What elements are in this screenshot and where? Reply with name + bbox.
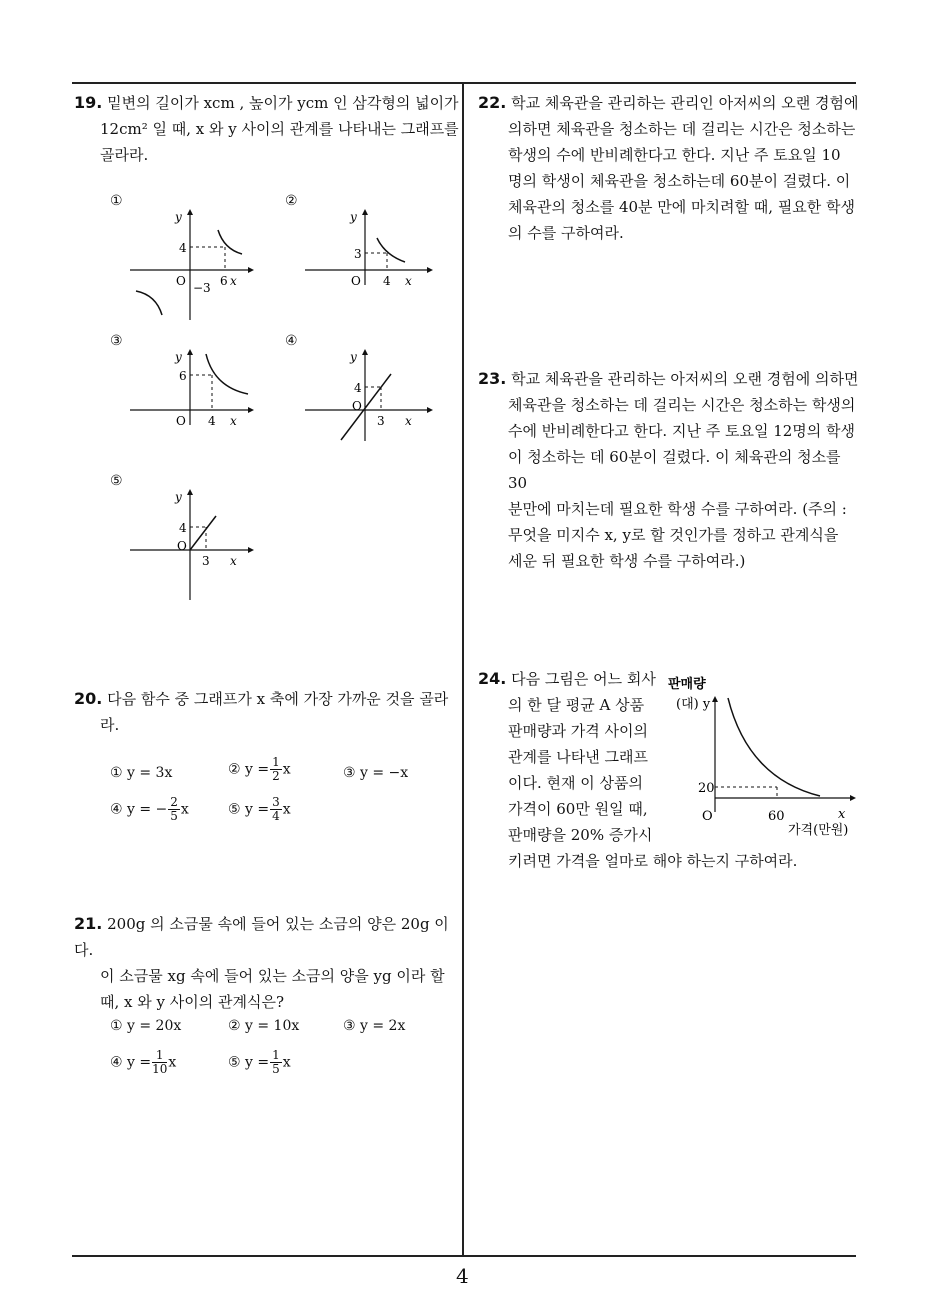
y-tick-label: 20: [698, 781, 715, 796]
question-21: [74, 911, 462, 1015]
question-text-line: 학교 체육관을 관리하는 아저씨의 오랜 경험에 의하면: [511, 370, 859, 388]
option-3-marker: ③: [110, 333, 123, 349]
question-number: 23.: [478, 369, 507, 388]
fraction: $\frac{2}{5}$: [170, 795, 178, 823]
option-5-marker: ⑤: [110, 473, 123, 489]
fraction: $\frac{3}{4}$: [272, 795, 280, 823]
question-text-line: 관계를 나타낸 그래프: [508, 748, 648, 766]
question-text-line: 이 청소하는 데 60분이 걸렸다. 이 체육관의 청소를 30: [508, 448, 841, 492]
question-number: 24.: [478, 669, 507, 688]
option-2: ② y = $\frac{1}{2}$ x: [228, 755, 291, 783]
question-text-line: 무엇을 미지수 x, y로 할 것인가를 정하고 관계식을: [508, 526, 839, 544]
option-1-marker: ①: [110, 193, 123, 209]
question-text-line: 200g 의 소금물 속에 들어 있는 소금의 양은 20g 이다.: [74, 915, 449, 959]
question-text-line: 의 한 달 평균 A 상품: [508, 696, 645, 714]
x-axis-label: x: [838, 807, 846, 822]
question-text-line: 때, x 와 y 사이의 관계식은?: [100, 993, 284, 1011]
graph-option-4: [305, 345, 435, 445]
x-tick-label: 3: [202, 554, 210, 568]
y-axis-label: y: [350, 350, 357, 364]
question-23: [478, 366, 863, 574]
y-axis-label: y: [350, 210, 357, 224]
y-axis-label: y: [175, 490, 182, 504]
x-tick-label: 4: [383, 274, 391, 288]
origin-label: O: [176, 274, 186, 288]
page-number: 4: [456, 1264, 469, 1288]
question-text-line: 판매량을 20% 증가시: [508, 826, 653, 844]
option-4-marker: ④: [285, 333, 298, 349]
option-4: ④ y = $\frac{1}{10}$ x: [110, 1048, 177, 1076]
graph-option-3: [130, 345, 255, 435]
question-number: 19.: [74, 93, 103, 112]
x-axis-unit: 가격(만원): [788, 823, 849, 838]
question-text-line: 라.: [100, 716, 120, 734]
question-text-line: 밑변의 길이가 xcm , 높이가 ycm 인 삼각형의 넓이가: [107, 94, 459, 112]
top-rule: [72, 82, 856, 84]
question-number: 21.: [74, 914, 103, 933]
x-tick-label: 4: [208, 414, 216, 428]
question-text-line: 명의 학생이 체육관을 청소하는데 60분이 걸렸다. 이: [508, 172, 851, 190]
question-text-line: 12cm² 일 때, x 와 y 사이의 관계를 나타내는 그래프를: [100, 120, 459, 138]
question-text-line: 가격이 60만 원일 때,: [508, 800, 648, 818]
column-divider: [462, 82, 464, 1257]
question-text-line: 판매량과 가격 사이의: [508, 722, 648, 740]
x-tick-label: 6: [220, 274, 228, 288]
graph-option-2: [305, 205, 435, 295]
fraction: $\frac{1}{2}$: [272, 755, 280, 783]
origin-label: O: [177, 539, 187, 553]
y-tick-label: 6: [179, 369, 187, 383]
x-axis-label: x: [230, 554, 237, 568]
option-5: ⑤ y = $\frac{1}{5}$ x: [228, 1048, 291, 1076]
question-text-line: 의 수를 구하여라.: [508, 224, 624, 242]
question-number: 22.: [478, 93, 507, 112]
question-number: 20.: [74, 689, 103, 708]
x-tick-label: 60: [768, 809, 785, 824]
price-sales-graph: [660, 672, 860, 842]
origin-label: O: [352, 399, 362, 413]
x-tick-label: 3: [377, 414, 385, 428]
y-axis-unit: (대) y: [676, 697, 711, 712]
y-axis-label: y: [175, 210, 182, 224]
question-text-line: 학교 체육관을 관리하는 관리인 아저씨의 오랜 경험에: [511, 94, 859, 112]
y-axis-label: 판매량: [668, 677, 706, 692]
option-5: ⑤ y = $\frac{3}{4}$ x: [228, 795, 291, 823]
x-axis-label: x: [230, 274, 237, 288]
option-1: ① y = 20x: [110, 1018, 182, 1034]
question-text-line: 골라라.: [100, 146, 149, 164]
x-axis-label: x: [405, 274, 412, 288]
option-3: ③ y = −x: [343, 765, 409, 781]
graph-option-5: [130, 485, 255, 605]
question-text-line: 체육관의 청소를 40분 만에 마치려할 때, 필요한 학생: [508, 198, 856, 216]
origin-label: O: [176, 414, 186, 428]
y-tick-label: 4: [179, 521, 187, 535]
question-text-line: 다음 함수 중 그래프가 x 축에 가장 가까운 것을 골라: [107, 690, 449, 708]
question-text-line: 이 소금물 xg 속에 들어 있는 소금의 양을 yg 이라 할: [100, 967, 445, 985]
option-2: ② y = 10x: [228, 1018, 300, 1034]
option-3: ③ y = 2x: [343, 1018, 406, 1034]
question-text-line: 세운 뒤 필요한 학생 수를 구하여라.): [508, 552, 746, 570]
origin-label: O: [702, 809, 713, 824]
question-20: [74, 686, 459, 738]
question-22: [478, 90, 863, 246]
y-tick-label: 4: [354, 381, 362, 395]
question-text-line: 분만에 마치는데 필요한 학생 수를 구하여라. (주의 :: [508, 500, 847, 518]
x-axis-label: x: [230, 414, 237, 428]
graph-option-1: [130, 205, 255, 325]
question-text-line: 학생의 수에 반비례한다고 한다. 지난 주 토요일 10: [508, 146, 841, 164]
x-axis-label: x: [405, 414, 412, 428]
y-tick-label: 4: [179, 241, 187, 255]
fraction: $\frac{1}{10}$: [152, 1048, 168, 1076]
origin-label: O: [351, 274, 361, 288]
option-2-marker: ②: [285, 193, 298, 209]
bottom-rule: [72, 1255, 856, 1257]
y-tick-label: 3: [354, 247, 362, 261]
fraction: $\frac{1}{5}$: [272, 1048, 280, 1076]
y-tick-label: −3: [193, 281, 211, 295]
y-axis-label: y: [175, 350, 182, 364]
question-text-line: 의하면 체육관을 청소하는 데 걸리는 시간은 청소하는: [508, 120, 856, 138]
question-text-line: 다음 그림은 어느 회사: [511, 670, 656, 688]
question-text-line: 수에 반비례한다고 한다. 지난 주 토요일 12명의 학생: [508, 422, 856, 440]
question-text-line: 이다. 현재 이 상품의: [508, 774, 643, 792]
option-4: ④ y = − $\frac{2}{5}$ x: [110, 795, 189, 823]
question-19: [74, 90, 459, 168]
question-text-line: 체육관을 청소하는 데 걸리는 시간은 청소하는 학생의: [508, 396, 856, 414]
option-1: ① y = 3x: [110, 765, 173, 781]
question-24: [478, 666, 678, 848]
question-text-line: 키려면 가격을 얼마로 해야 하는지 구하여라.: [508, 852, 798, 870]
